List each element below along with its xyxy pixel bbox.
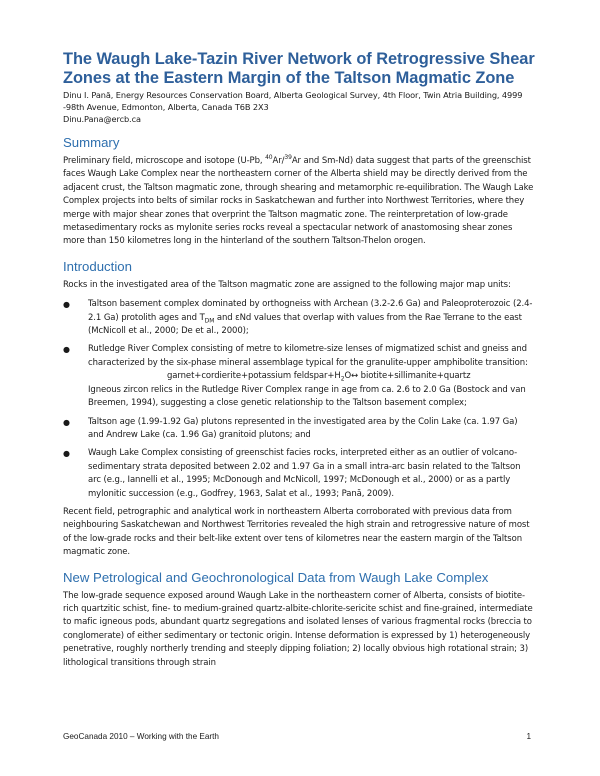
list-item: ● Waugh Lake Complex consisting of greenschist facies rocks, interpreted either as an outlier of volcano-sedimentary strata deposited between 2.02 and 1.97 Ga in a small intra-arc basin related to the Taltson arc (e.g., Iannelli et al., 1995; McDonough and McNicoll, 1997; McDonough et al., 2000) or as a partly mylonitic succession (e.g., Godfrey, 1963, Salat et al., 1993; Pană, 2009). — [63, 448, 521, 499]
map-unit-list — [63, 298, 535, 501]
bullet-icon: ● — [63, 345, 70, 355]
introduction-paragraph: Rocks in the investigated area of the Taltson magmatic zone are assigned to the following major map units: — [63, 279, 511, 290]
author-email: Dinu.Pana@ercb.ca — [63, 114, 141, 124]
page-footer — [63, 732, 531, 741]
bullet-icon: ● — [63, 300, 70, 310]
mineral-reaction: garnet+cordierite+potassium $feldspar+H_2O\leftrightarrow$ biotite+sillimanite+quartz — [167, 371, 471, 383]
new-data-paragraph: The low-grade sequence exposed around Waugh Lake in the northeastern corner of Alberta, consists of biotite-rich quartzitic schist, fine- to medium-grained quartz-albite-chlorite-sericite schist and fine-grained, intermediate to mafic igneous pods, abundant quartz segregations and isolated lenses of various fragmental rocks (breccia to conglomerate) of either sedimentary or tectonic origin. Intense deformation is expressed by 1) heterogeneously penetrative, roughly northerly trending and steeply dipping foliation; 2) locally obvious high rotational strain; 3) lithological transitions through strain — [63, 590, 533, 668]
footer-text: GeoCanada 2010 – Working with the Earth — [63, 732, 219, 741]
summary-heading: Summary — [63, 135, 120, 150]
introduction-heading: Introduction — [63, 258, 132, 274]
list-item: ● Taltson age (1.99-1.92 Ga) plutons represented in the investigated area by the Colin Lake (ca. 1.97 Ga) and Andrew Lake (ca. 1.96 Ga) granitoid plutons; and — [63, 416, 518, 440]
list-item: ● Rutledge River Complex consisting of metre to kilometre-size lenses of migmatized schist and gneiss and characterized by the six-phase mineral assemblage typical for the granulite-upper amphibolite transition: garnet+cordierite+potassium $feldspar+H_2O\leftrightarrow$ biotite+sillimanite+quartz Igneous zircon relics in the Rutledge River Complex range in age from ca. 2.6 to 2.0 Ga (Bostock and van Breemen, 1994), suggesting a close genetic relationship to the Taltson basement complex; — [63, 344, 528, 409]
new-data-heading: New Petrological and Geochronological Data from Waugh Lake Complex — [63, 569, 489, 585]
summary-paragraph: Preliminary field, microscope and isotope (U-Pb, $^{40}$Ar/$^{39}$Ar and Sm-Nd) data suggest that parts of the greenschist faces Waugh Lake Complex near the northeastern corner of the Alberta shield may be directly derived from the adjacent crust, the Taltson magmatic zone, through shearing and metamorphic re-equilibration. The Waugh Lake Complex projects into belts of similar rocks in Saskatchewan and further into Northwest Territories, where they merge with major shear zones that overprint the Taltson magmatic zone. The reinterpretation of low-grade metasedimentary rocks as mylonite series rocks reveal a spectacular network of anastomosing shear zones more than 150 kilometres long in the hinterland of the southern Taltson-Thelon orogen. — [63, 154, 534, 247]
page-number: 1 — [526, 732, 531, 741]
document-page — [63, 50, 535, 676]
paper-title: The Waugh Lake-Tazin River Network of Retrogressive Shear Zones at the Eastern Margin of the Taltson Magmatic Zone — [63, 50, 535, 87]
bullet-icon: ● — [63, 449, 70, 459]
introduction-closing-paragraph: Recent field, petrographic and analytical work in northeastern Alberta corroborated with previous data from neighbouring Saskatchewan and Northwest Territories revealed the high strain and retrogressive nature of most of the low-grade rocks and their belt-like extent over tens of kilometres near the eastern margin of the Taltson magmatic zone. — [63, 506, 530, 558]
list-item: ● Taltson basement complex dominated by orthogneiss with Archean (3.2-2.6 Ga) and Paleoproterozoic (2.4-2.1 Ga) protolith ages and $T_{DM}$ and εNd values that overlap with values from the Rae Terrane to the east (McNicoll et al., 2000; De et al., 2000); — [63, 299, 533, 337]
bullet-icon: ● — [63, 417, 70, 427]
author-affiliation: Dinu I. Pană, Energy Resources Conservation Board, Alberta Geological Survey, 4th Floor, Twin Atria Building, 4999 -98th Avenue, Edmonton, Alberta, Canada T6B 2X3 — [63, 90, 523, 112]
